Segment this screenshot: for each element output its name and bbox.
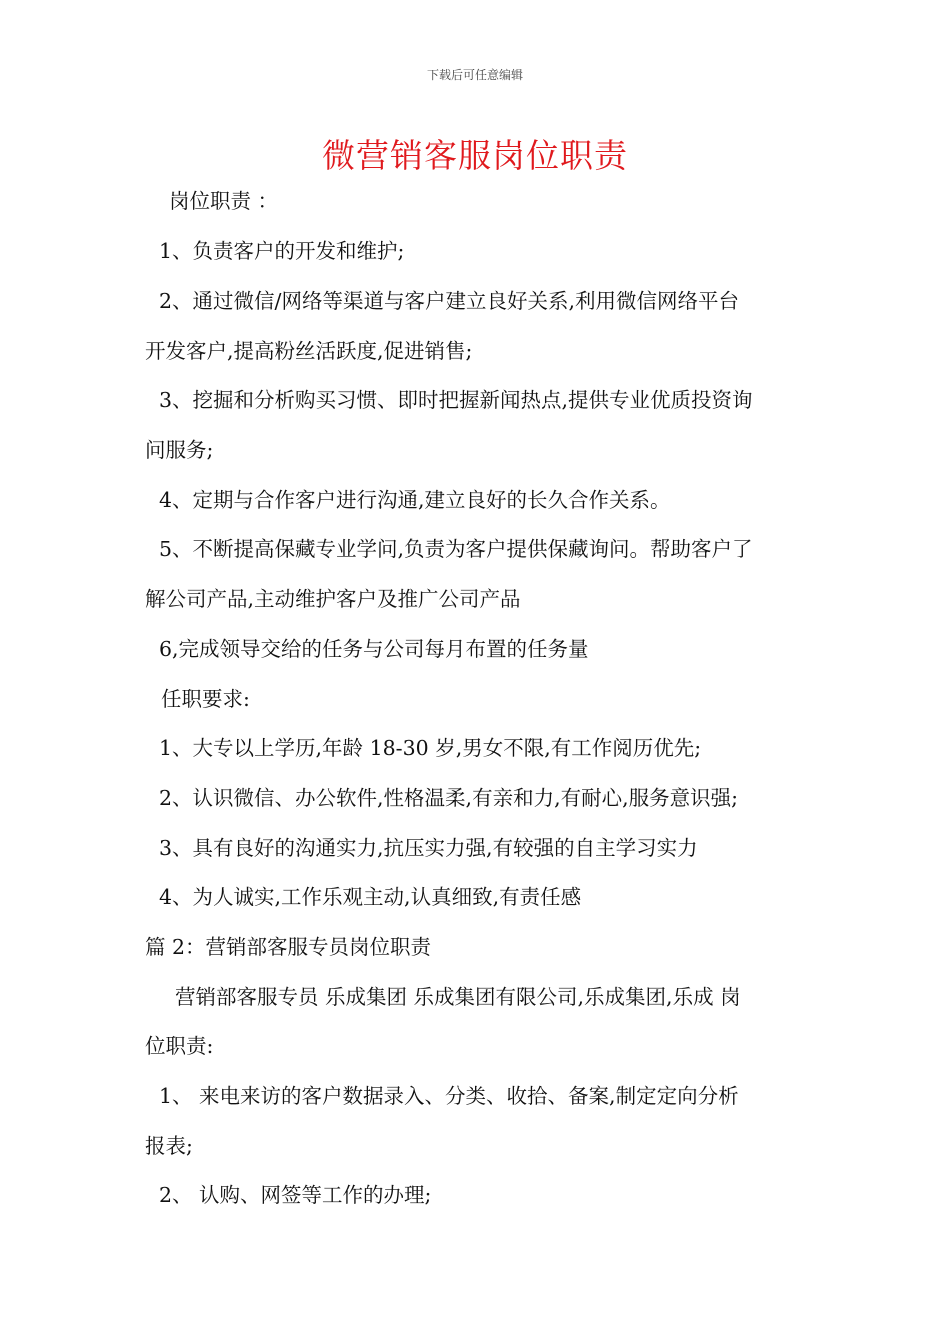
text-line: 4、为人诚实,工作乐观主动,认真细致,有责任感 xyxy=(159,885,582,909)
text-line: 4、定期与合作客户进行沟通,建立良好的长久合作关系。 xyxy=(159,488,671,512)
text-line: 1、负责客户的开发和维护; xyxy=(159,239,405,263)
text-line: 6,完成领导交给的任务与公司每月布置的任务量 xyxy=(159,637,589,661)
text-line: 2、认识微信、办公软件,性格温柔,有亲和力,有耐心,服务意识强; xyxy=(159,786,739,810)
text-line: 1、 来电来访的客户数据录入、分类、收拾、备案,制定定向分析 xyxy=(159,1084,739,1108)
document-title: 微营销客服岗位职责 xyxy=(322,136,628,175)
text-line: 开发客户,提高粉丝活跃度,促进销售; xyxy=(145,339,473,363)
text-line: 营销部客服专员 乐成集团 乐成集团有限公司,乐成集团,乐成 岗 xyxy=(175,985,741,1009)
text-line: 任职要求: xyxy=(161,687,250,711)
text-line: 3、挖掘和分析购买习惯、即时把握新闻热点,提供专业优质投资询 xyxy=(159,388,753,412)
text-line: 1、大专以上学历,年龄 18-30 岁,男女不限,有工作阅历优先; xyxy=(159,736,702,760)
text-line: 5、不断提高保藏专业学问,负责为客户提供保藏询问。帮助客户了 xyxy=(159,537,753,561)
section-heading: 篇 2：营销部客服专员岗位职责 xyxy=(145,935,432,959)
text-line: 报表; xyxy=(145,1134,193,1158)
text-line: 解公司产品,主动维护客户及推广公司产品 xyxy=(145,587,521,611)
text-line: 岗位职责 ： xyxy=(169,189,279,213)
text-line: 问服务; xyxy=(145,438,214,462)
text-line: 2、通过微信/网络等渠道与客户建立良好关系,利用微信网络平台 xyxy=(159,289,739,313)
text-line: 3、具有良好的沟通实力,抗压实力强,有较强的自主学习实力 xyxy=(159,836,698,860)
text-line: 2、 认购、网签等工作的办理; xyxy=(159,1183,432,1207)
page-header: 下载后可任意编辑 xyxy=(426,68,523,82)
text-line: 位职责: xyxy=(145,1034,214,1058)
